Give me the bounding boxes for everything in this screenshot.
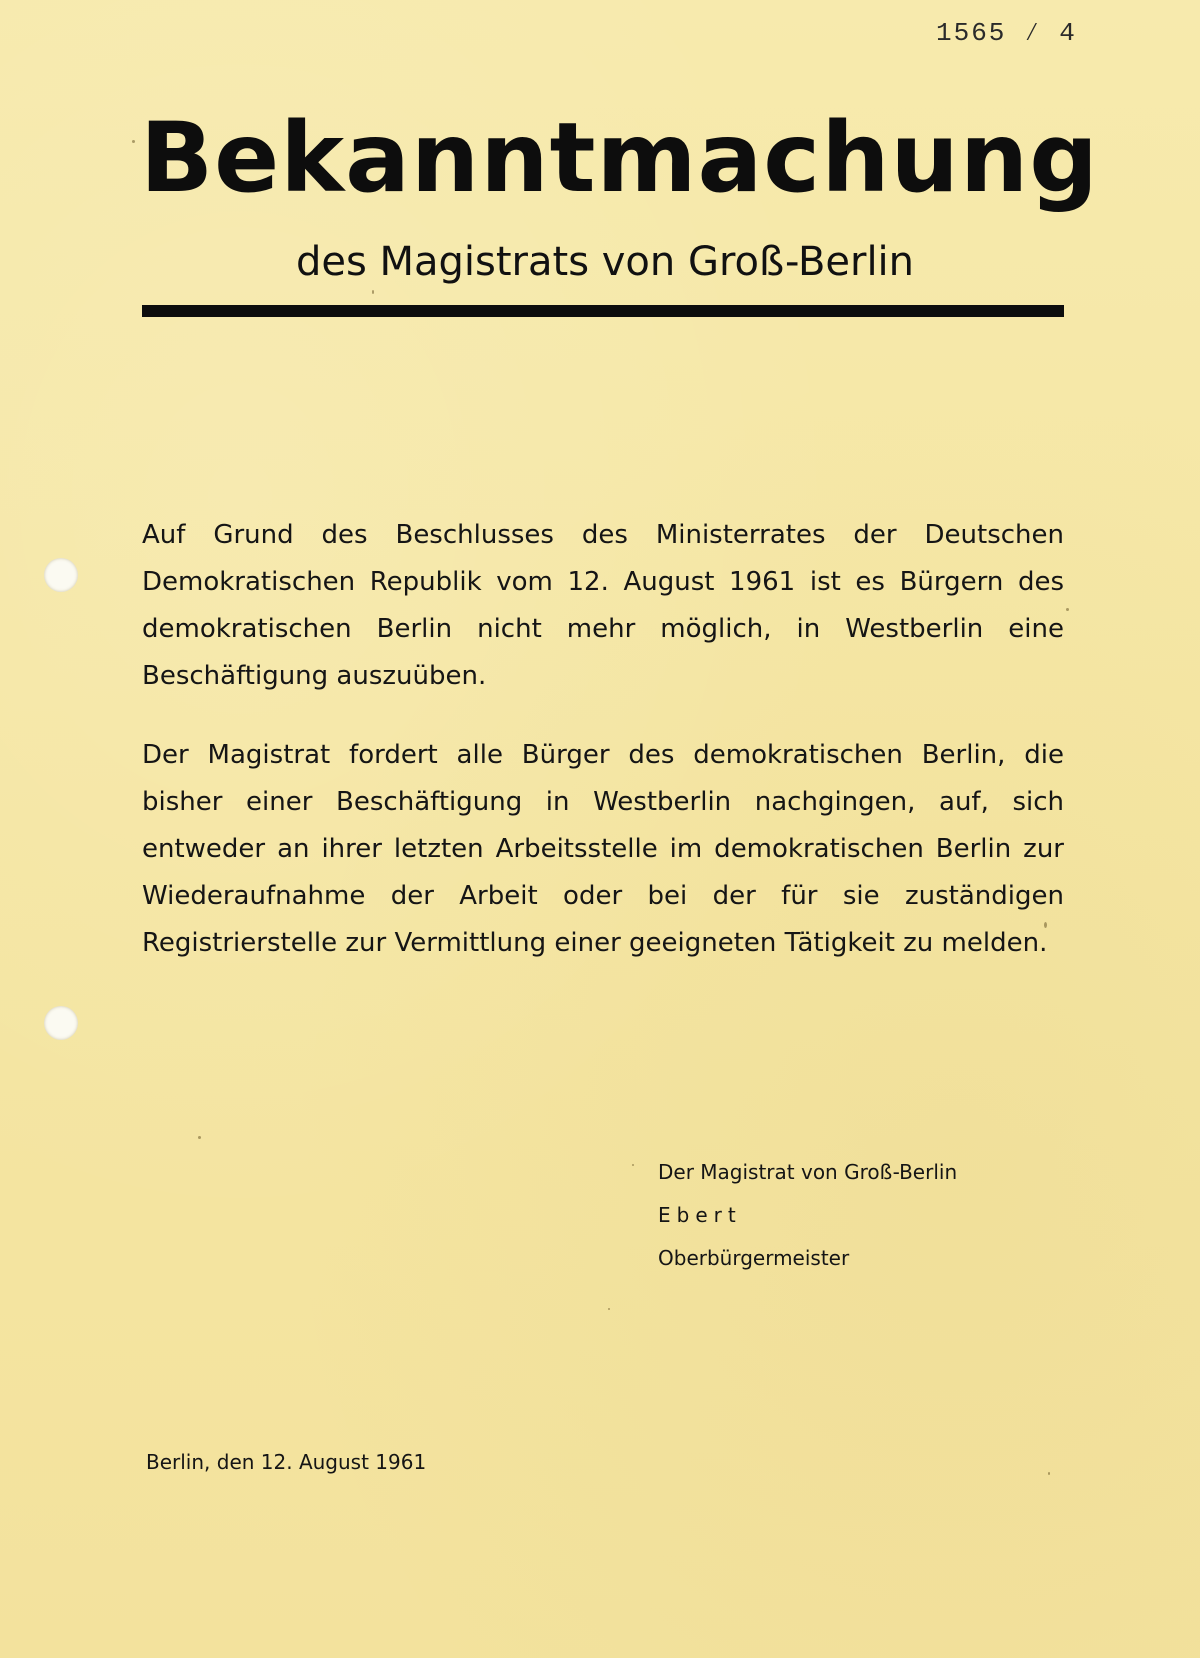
paper-speck [608,1308,610,1310]
paper-speck [372,290,374,294]
page-subtitle: des Magistrats von Groß-Berlin [295,239,915,285]
signature-name: Ebert [658,1203,742,1227]
paper-speck [1066,608,1069,611]
paper-speck [132,140,135,143]
paper-speck [632,1164,634,1166]
page-title: Bekanntmachung [140,102,1099,214]
paper-speck [198,1136,201,1139]
title-divider [142,305,1064,317]
body-paragraph-2: Der Magistrat fordert alle Bürger des demokratischen Berlin, die bisher einer Beschäftigung in Westberlin nachgingen, auf, sich entweder an ihrer letzten Arbeitsstelle im demokratischen Berlin zur Wiederaufnahme der Arbeit oder bei der für sie zuständigen Registrierstelle zur Vermittlung einer geeigneten Tätigkeit zu melden. [142,740,1064,958]
body-paragraph-1: Auf Grund des Beschlusses des Ministerrates der Deutschen Demokratischen Republik vom 12. August 1961 ist es Bürgern des demokratischen Berlin nicht mehr möglich, in Westberlin eine Beschäftigung auszuüben. [142,520,1064,691]
punch-hole-icon [44,1006,78,1040]
date-line: Berlin, den 12. August 1961 [146,1450,427,1474]
archive-number: 1565 ⁄ 4 [936,18,1077,48]
signature-authority: Der Magistrat von Groß-Berlin [658,1160,958,1184]
paper-speck [1048,1472,1050,1475]
paper-speck [1044,922,1047,928]
signature-role: Oberbürgermeister [658,1246,850,1270]
punch-hole-icon [44,558,78,592]
